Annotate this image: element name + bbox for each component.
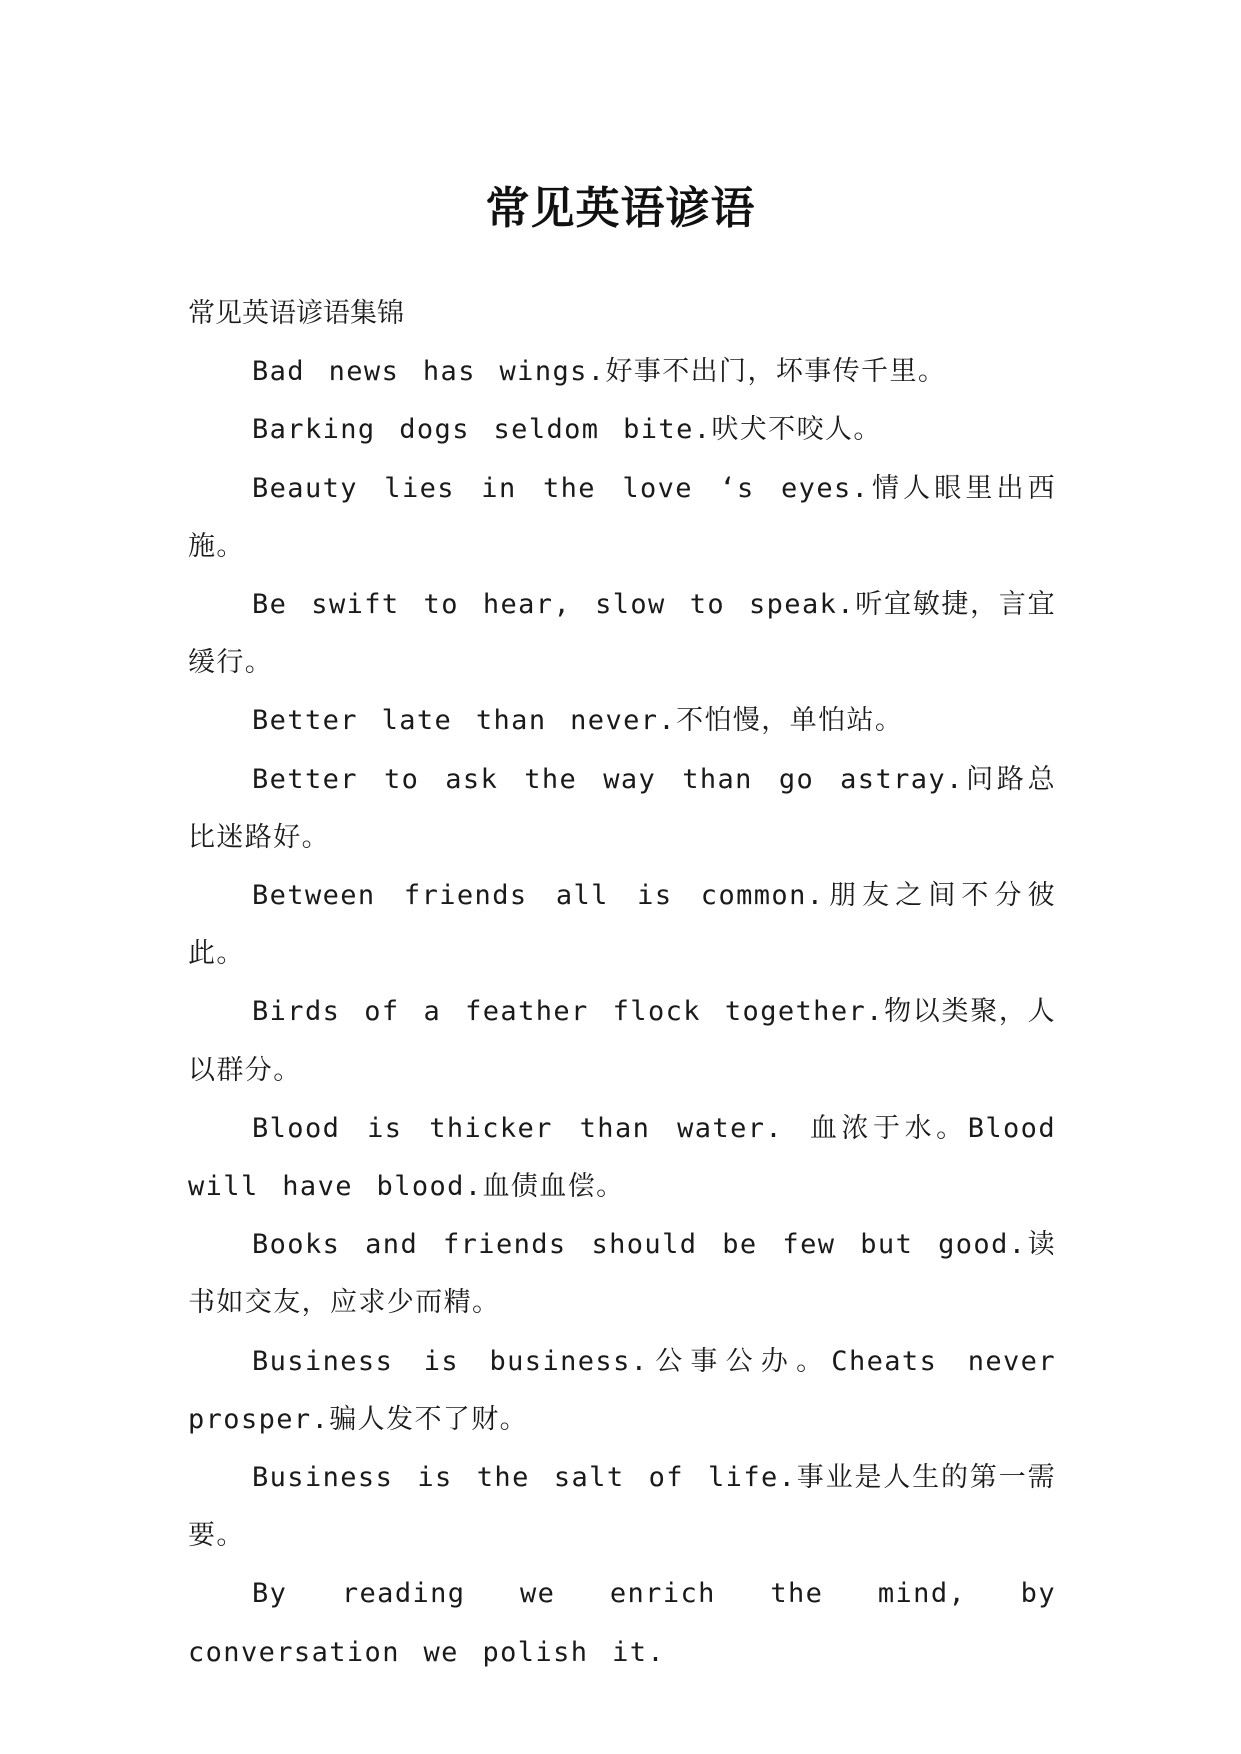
proverb-entry: Blood is thicker than water. 血浓于水。Blood will have blood.血债血偿。	[188, 1112, 1056, 1203]
proverb-entry: Better to ask the way than go astray.问路总比迷路好。	[188, 763, 1056, 853]
proverb-entry: By reading we enrich the mind, by conversation we polish it.	[188, 1578, 1056, 1668]
proverb-entry: Between friends all is common.朋友之间不分彼此。	[188, 880, 1056, 970]
proverb-entry: Be swift to hear, slow to speak.听宜敏捷，言宜缓行。	[188, 589, 1056, 679]
proverb-entry: Business is business.公事公办。Cheats never prosper.骗人发不了财。	[188, 1345, 1056, 1435]
section-heading: 常见英语谚语集锦	[188, 298, 404, 329]
proverb-entry: Barking dogs seldom bite.吠犬不咬人。	[252, 414, 882, 446]
proverb-entry: Business is the salt of life.事业是人生的第一需要。	[188, 1462, 1056, 1552]
proverb-entry: Better late than never.不怕慢，单怕站。	[252, 705, 904, 737]
proverb-entry: Beauty lies in the love ‘s eyes.情人眼里出西施。	[188, 472, 1056, 562]
proverb-entry: Bad news has wings.好事不出门，坏事传千里。	[252, 356, 947, 388]
document-body	[188, 285, 1056, 1682]
proverb-entry: Books and friends should be few but good.读书如交友，应求少而精。	[188, 1229, 1056, 1319]
proverb-entry: Birds of a feather flock together.物以类聚，人以群分。	[188, 996, 1056, 1086]
page-title: 常见英语谚语	[485, 183, 756, 235]
